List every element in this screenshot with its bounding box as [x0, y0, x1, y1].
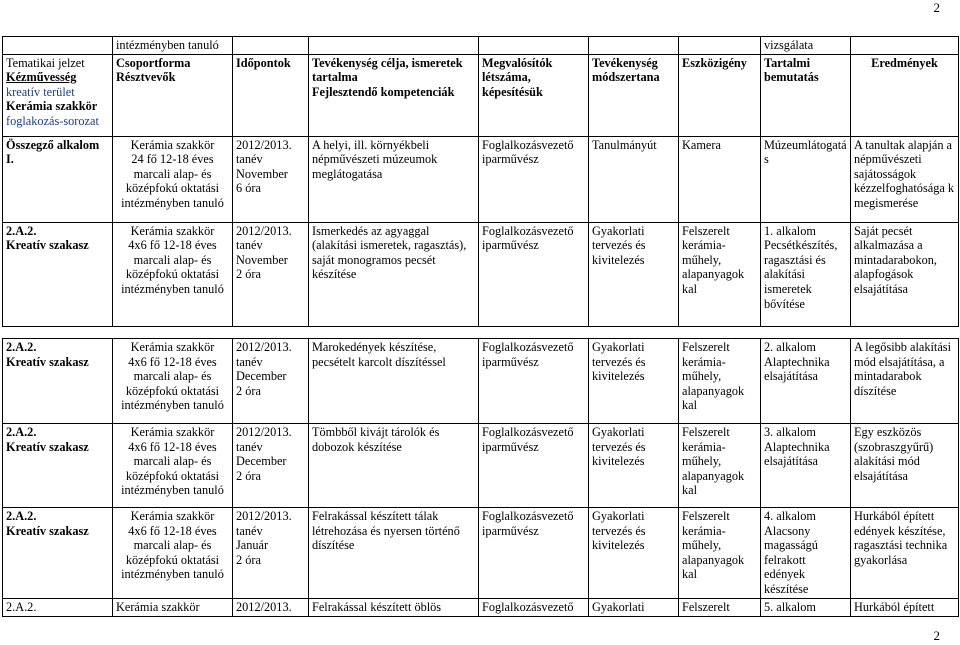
row-method: Gyakorlati tervezés és kivitelezés: [589, 339, 679, 424]
row-tools: Felszerelt: [679, 598, 761, 616]
row-code: 2.A.2. Kreatív szakasz: [3, 424, 113, 508]
header-date: Időpontok: [233, 54, 309, 136]
header-content: Tartalmi bemutatás: [761, 54, 851, 136]
table-row-partial: [3, 598, 959, 616]
row-result: Hurkából épített: [851, 598, 959, 616]
row-code: 2.A.2. Kreatív szakasz: [3, 339, 113, 424]
header-group: Csoportforma Résztvevők: [113, 54, 233, 136]
row-group: Kerámia szakkör 4x6 fő 12-18 éves marcali alap- és középfokú oktatási intézményben tanuló: [113, 508, 233, 599]
row-date: 2012/2013. tanév Január 2 óra: [233, 508, 309, 599]
row-staff: Foglalkozásvezető iparművész: [479, 222, 589, 326]
row-result: Saját pecsét alkalmazása a mintadarabokon, alapfogások elsajátítása: [851, 222, 959, 326]
row-tools: Kamera: [679, 136, 761, 222]
row-group: Kerámia szakkör 4x6 fő 12-18 éves marcali alap- és középfokú oktatási intézményben tanuló: [113, 339, 233, 424]
header-method: Tevékenység módszertana: [589, 54, 679, 136]
row-result: Egy eszközös (szobraszgyűrű) alakítási mód elsajátítása: [851, 424, 959, 508]
table-row: [3, 508, 959, 599]
row-method: Tanulmányút: [589, 136, 679, 222]
row-staff: Foglalkozásvezető iparművész: [479, 136, 589, 222]
row-code: Összegző alkalom I.: [3, 136, 113, 222]
row-group: Kerámia szakkör: [113, 598, 233, 616]
schedule-table-bottom: [2, 338, 959, 617]
row-activity: Felrakással készített tálak létrehozása és nyersen történő díszítése: [309, 508, 479, 599]
row-activity: A helyi, ill. környékbeli népművészeti múzeumok meglátogatása: [309, 136, 479, 222]
row-date: 2012/2013. tanév December 2 óra: [233, 339, 309, 424]
header-activity: Tevékenység célja, ismeretek tartalma Fejlesztendő kompetenciák: [309, 54, 479, 136]
continuation-group: intézményben tanuló: [113, 37, 233, 55]
header-code: Tematikai jelzet Kézművesség kreatív terület Kerámia szakkör foglakozás-sorozat: [3, 54, 113, 136]
row-content: 5. alkalom: [761, 598, 851, 616]
row-tools: Felszerelt kerámia-műhely, alapanyagok kal: [679, 424, 761, 508]
row-staff: Foglalkozásvezető iparművész: [479, 339, 589, 424]
continuation-content: vizsgálata: [761, 37, 851, 55]
header-tools: Eszközigény: [679, 54, 761, 136]
row-code: 2.A.2.: [3, 598, 113, 616]
row-content: 3. alkalom Alaptechnika elsajátítása: [761, 424, 851, 508]
row-tools: Felszerelt kerámia-műhely, alapanyagok kal: [679, 339, 761, 424]
row-code: 2.A.2. Kreatív szakasz: [3, 222, 113, 326]
row-group: Kerámia szakkör 24 fő 12-18 éves marcali alap- és középfokú oktatási intézményben tanuló: [113, 136, 233, 222]
row-date: 2012/2013. tanév December 2 óra: [233, 424, 309, 508]
table-row: [3, 222, 959, 326]
row-method: Gyakorlati tervezés és kivitelezés: [589, 424, 679, 508]
header-row: [3, 54, 959, 136]
row-method: Gyakorlati tervezés és kivitelezés: [589, 222, 679, 326]
row-content: 1. alkalom Pecsétkészítés, ragasztási és alakítási ismeretek bővítése: [761, 222, 851, 326]
row-tools: Felszerelt kerámia-műhely, alapanyagok kal: [679, 222, 761, 326]
schedule-table-top: [2, 36, 959, 327]
table-row: [3, 136, 959, 222]
row-result: A tanultak alapján a népművészeti sajátosságok kézzelfoghatósága k megismerése: [851, 136, 959, 222]
row-result: Hurkából épített edények készítése, ragasztási technika gyakorlása: [851, 508, 959, 599]
table-row: [3, 339, 959, 424]
header-staff: Megvalósítók létszáma, képesítésük: [479, 54, 589, 136]
page-number-top: 2: [933, 0, 940, 15]
continuation-row: [3, 37, 959, 55]
row-activity: Felrakással készített öblös: [309, 598, 479, 616]
row-method: Gyakorlati tervezés és kivitelezés: [589, 508, 679, 599]
row-group: Kerámia szakkör 4x6 fő 12-18 éves marcali alap- és középfokú oktatási intézményben tanuló: [113, 424, 233, 508]
row-result: A legősibb alakítási mód elsajátítása, a mintadarabok díszítése: [851, 339, 959, 424]
row-content: Múzeumlátogatás: [761, 136, 851, 222]
row-staff: Foglalkozásvezető: [479, 598, 589, 616]
row-activity: Tömbből kivájt tárolók és dobozok készítése: [309, 424, 479, 508]
row-code: 2.A.2. Kreatív szakasz: [3, 508, 113, 599]
row-content: 4. alkalom Alacsony magasságú felrakott edények készítése: [761, 508, 851, 599]
row-method: Gyakorlati: [589, 598, 679, 616]
header-results: Eredmények: [851, 54, 959, 136]
row-activity: Marokedények készítése, pecsételt karcolt díszítéssel: [309, 339, 479, 424]
row-staff: Foglalkozásvezető iparművész: [479, 424, 589, 508]
row-tools: Felszerelt kerámia-műhely, alapanyagok kal: [679, 508, 761, 599]
row-staff: Foglalkozásvezető iparművész: [479, 508, 589, 599]
row-group: Kerámia szakkör 4x6 fő 12-18 éves marcali alap- és középfokú oktatási intézményben tanuló: [113, 222, 233, 326]
row-date: 2012/2013.: [233, 598, 309, 616]
page-number-bottom: 2: [933, 628, 940, 643]
row-content: 2. alkalom Alaptechnika elsajátítása: [761, 339, 851, 424]
row-date: 2012/2013. tanév November 2 óra: [233, 222, 309, 326]
row-activity: Ismerkedés az agyaggal (alakítási ismeretek, ragasztás), saját monogramos pecsét készítése: [309, 222, 479, 326]
row-date: 2012/2013. tanév November 6 óra: [233, 136, 309, 222]
table-row: [3, 424, 959, 508]
